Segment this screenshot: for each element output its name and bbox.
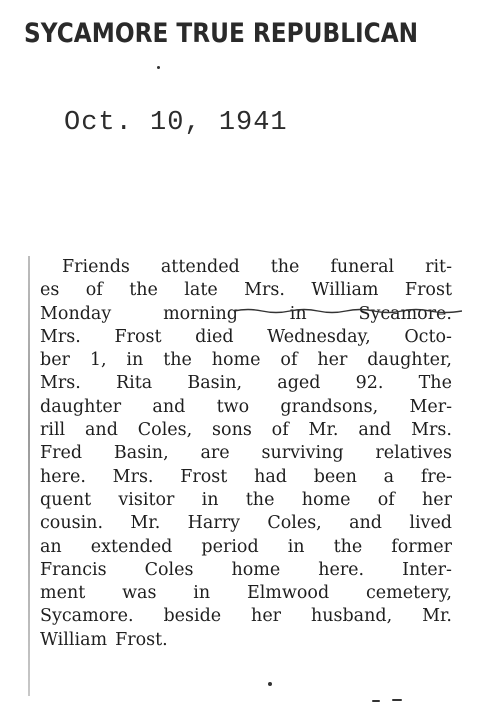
article-line: [40, 536, 452, 559]
article-word: in: [126, 350, 144, 371]
article-word: Inter-: [402, 559, 452, 580]
article-line: [40, 582, 452, 605]
article-word: Frost: [404, 280, 452, 301]
article-word: two: [216, 396, 250, 417]
article-word: Wednesday,: [267, 326, 371, 347]
article-word: surviving: [261, 443, 344, 464]
article-word: period: [201, 536, 259, 557]
article-line: [40, 396, 452, 419]
article-word: lived: [409, 513, 452, 534]
article-word: sons: [212, 420, 252, 441]
article-line: [40, 372, 452, 395]
article-word: extended: [90, 536, 173, 557]
article-word: Mrs.: [411, 420, 452, 441]
article-word: Rita: [115, 373, 153, 394]
article-word: the: [333, 536, 363, 557]
article-word: her: [317, 350, 348, 371]
article-word: beside: [163, 606, 222, 627]
article-word: Mr.: [308, 420, 339, 441]
article-word: a: [383, 466, 395, 487]
article-word: in: [193, 583, 211, 604]
article-word: Octo-: [404, 326, 452, 347]
article-word: daughter: [40, 396, 122, 417]
article-word: former: [391, 536, 452, 557]
article-word: Coles,: [137, 420, 193, 441]
article-word: home: [211, 350, 261, 371]
article-word: attended: [160, 257, 240, 277]
article-word: rit-: [425, 257, 452, 277]
article-word: in: [289, 303, 307, 324]
article-line: [40, 256, 452, 279]
article-word: in: [287, 536, 305, 557]
article-word: Frost: [114, 326, 162, 347]
article-word: was: [122, 583, 157, 604]
article-word: in: [201, 489, 219, 510]
ink-speck: [157, 66, 160, 69]
article-word: the: [163, 350, 192, 371]
article-word: 1,: [89, 350, 107, 371]
article-line: [40, 466, 452, 489]
newspaper-clipping: [28, 256, 458, 696]
article-word: The: [418, 373, 452, 394]
article-word: been: [313, 466, 357, 487]
article-line: [40, 629, 452, 652]
article-word: home: [231, 559, 281, 580]
article-line: [40, 442, 452, 465]
article-word: and: [358, 420, 392, 441]
ink-speck: [392, 699, 402, 701]
clipping-cut-edge: [28, 256, 30, 696]
article-word: Mer-: [409, 396, 452, 417]
article-word: daughter,: [367, 350, 452, 371]
article-word: rill: [40, 420, 66, 441]
article-word: Coles: [144, 559, 194, 580]
article-word: late: [184, 280, 218, 301]
article-word: an: [40, 536, 62, 557]
newspaper-masthead: SYCAMORE TRUE REPUBLICAN: [24, 18, 419, 49]
article-word: the: [245, 489, 275, 510]
article-word: cemetery,: [365, 583, 452, 604]
article-word: aged: [277, 373, 321, 394]
article-word: Mr.: [130, 513, 161, 534]
article-word: Sycamore.: [40, 606, 134, 627]
article-word: here.: [318, 559, 365, 580]
article-word: es: [40, 280, 60, 301]
article-word: Coles,: [267, 513, 322, 534]
article-word: her: [251, 606, 282, 627]
ink-speck: [372, 700, 380, 702]
article-word: Monday: [40, 303, 112, 324]
article-word: Mr.: [422, 606, 452, 627]
article-word: Mrs.: [112, 466, 154, 487]
article-word: fre-: [420, 466, 452, 487]
article-word: had: [254, 466, 287, 487]
article-line: [40, 512, 452, 535]
article-word: 92.: [355, 373, 384, 394]
article-word: ber: [40, 350, 70, 371]
article-word: of: [377, 489, 395, 510]
article-word: William: [40, 629, 108, 650]
article-word: Mrs.: [40, 373, 81, 394]
article-word: Frost.: [115, 629, 168, 650]
article-word: Basin,: [113, 443, 169, 464]
obituary-article: [40, 256, 452, 652]
article-word: the: [270, 257, 300, 277]
clipping-date: Oct. 10, 1941: [64, 108, 288, 138]
article-word: Francis: [40, 559, 107, 580]
article-word: Elmwood: [246, 583, 330, 604]
article-word: her: [421, 489, 452, 510]
article-word: Friends: [62, 257, 130, 277]
article-word: are: [200, 443, 230, 464]
article-line: [40, 605, 452, 628]
article-word: Harry: [187, 513, 240, 534]
article-word: visitor: [118, 489, 175, 510]
article-line: [40, 279, 452, 302]
article-word: here.: [40, 466, 86, 487]
article-word: William: [311, 280, 379, 301]
article-line: [40, 419, 452, 442]
article-word: Sycamore.: [358, 303, 452, 324]
article-word: Basin,: [187, 373, 243, 394]
pen-underline-mark: [234, 307, 462, 315]
article-line: [40, 489, 452, 512]
article-word: and: [85, 420, 118, 441]
article-line: [40, 559, 452, 582]
article-word: home: [301, 489, 351, 510]
article-word: died: [195, 326, 234, 347]
ink-speck: [268, 682, 272, 686]
article-word: of: [280, 350, 298, 371]
article-word: morning: [163, 303, 238, 324]
article-word: grandsons,: [280, 396, 379, 417]
article-word: Fred: [40, 443, 83, 464]
article-word: Mrs.: [40, 326, 81, 347]
article-word: of: [85, 280, 103, 301]
article-word: cousin.: [40, 513, 104, 534]
article-word: Mrs.: [244, 280, 285, 301]
article-word: ment: [40, 583, 86, 604]
article-word: the: [129, 280, 158, 301]
article-line: [40, 349, 452, 372]
article-word: funeral: [330, 257, 395, 277]
article-word: and: [152, 396, 186, 417]
article-word: Frost: [180, 466, 228, 487]
article-word: relatives: [375, 443, 452, 464]
article-word: quent: [40, 489, 92, 510]
article-word: husband,: [310, 606, 393, 627]
article-word: and: [349, 513, 383, 534]
article-word: of: [271, 420, 289, 441]
article-line: [40, 326, 452, 349]
